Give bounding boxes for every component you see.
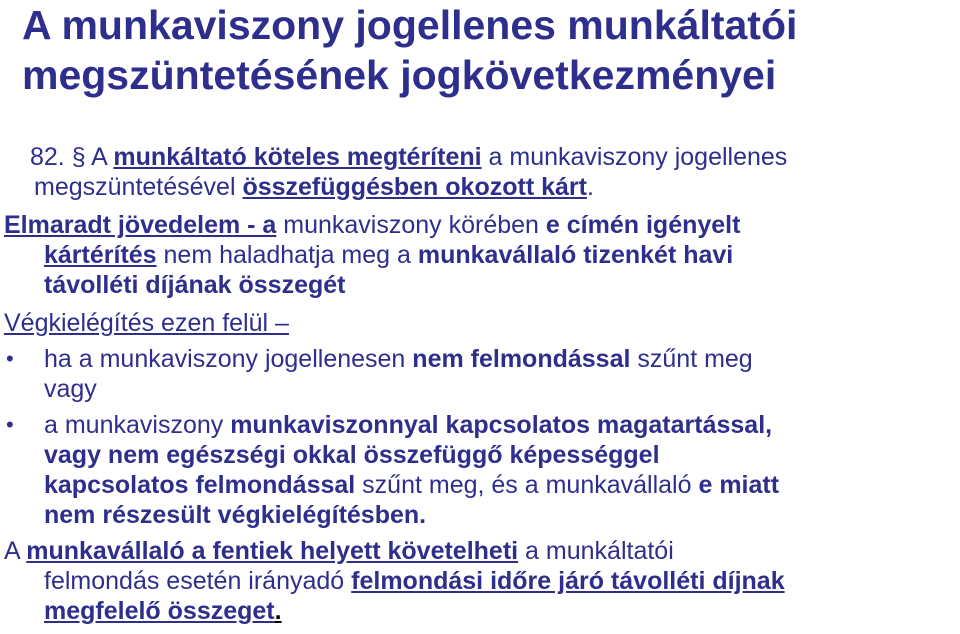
para2-bold5: távolléti díjának összegét [44, 271, 346, 299]
bullet1-bold1: nem felmondással [412, 345, 631, 373]
bullet2-bold3: kapcsolatos felmondással [44, 471, 356, 499]
title-line-2: megszüntetésének jogkövetkezményei [22, 52, 777, 98]
paragraph-number: 82. § A [30, 143, 114, 171]
bullet1-text1: ha a munkaviszony jogellenesen [44, 345, 413, 373]
severance-heading: Végkielégítés ezen felül – [4, 309, 289, 337]
lost-income-phrase: Elmaradt jövedelem - a [4, 211, 277, 239]
para2-text2: nem haladhatja meg a [156, 241, 418, 269]
list-item [0, 344, 950, 404]
para1-text2: megszüntetésével [34, 173, 243, 201]
bullet2-text2: szűnt meg, és a munkavállaló [355, 471, 699, 499]
page-title [22, 0, 952, 100]
para2-text1: munkaviszony körében [276, 211, 546, 239]
bullet-icon: • [6, 346, 14, 371]
employer-obligation: munkáltató köteles megtéríteni [113, 143, 482, 171]
footer-text2: a munkáltatói [518, 537, 674, 565]
footer-end: . [274, 597, 282, 625]
bullet2-text1: a munkaviszony [44, 411, 231, 439]
damage-phrase: összefüggésben okozott kárt [242, 173, 587, 201]
footer-boldu2: felmondási időre járó távolléti díjnak [351, 567, 785, 595]
para1-text1: a munkaviszony jogellenes [481, 143, 788, 171]
footer-text1: A [4, 537, 27, 565]
paragraph-82 [4, 142, 954, 202]
bullet2-bold4: e miatt [698, 471, 780, 499]
footer-boldu3: megfelelő összeget [44, 597, 275, 625]
paragraph-severance [4, 308, 954, 338]
title-line-1: A munkaviszony jogellenes munkáltatói [22, 2, 798, 48]
paragraph-lost-income [4, 210, 954, 300]
bullet-icon: • [6, 412, 14, 437]
bullet1-text3: vagy [44, 375, 97, 403]
bullet2-bold1: munkaviszonnyal kapcsolatos magatartással, [230, 411, 773, 439]
bullet2-bold5: nem részesült végkielégítésben. [44, 501, 427, 529]
footer-text3: felmondás esetén irányadó [44, 567, 352, 595]
para2-bold2: e címén igényelt [545, 211, 741, 239]
para2-bold4: munkavállaló tizenkét havi [417, 241, 734, 269]
bullet2-bold2: vagy nem egészségi okkal összefüggő képességgel [44, 441, 660, 469]
list-item [0, 410, 950, 530]
para2-bold3: kártérítés [44, 241, 157, 269]
paragraph-alternative-claim [4, 536, 954, 626]
footer-boldu1: munkavállaló a fentiek helyett követelheti [26, 537, 519, 565]
para1-end: . [586, 173, 594, 201]
bullet1-text2: szűnt meg [630, 345, 753, 373]
